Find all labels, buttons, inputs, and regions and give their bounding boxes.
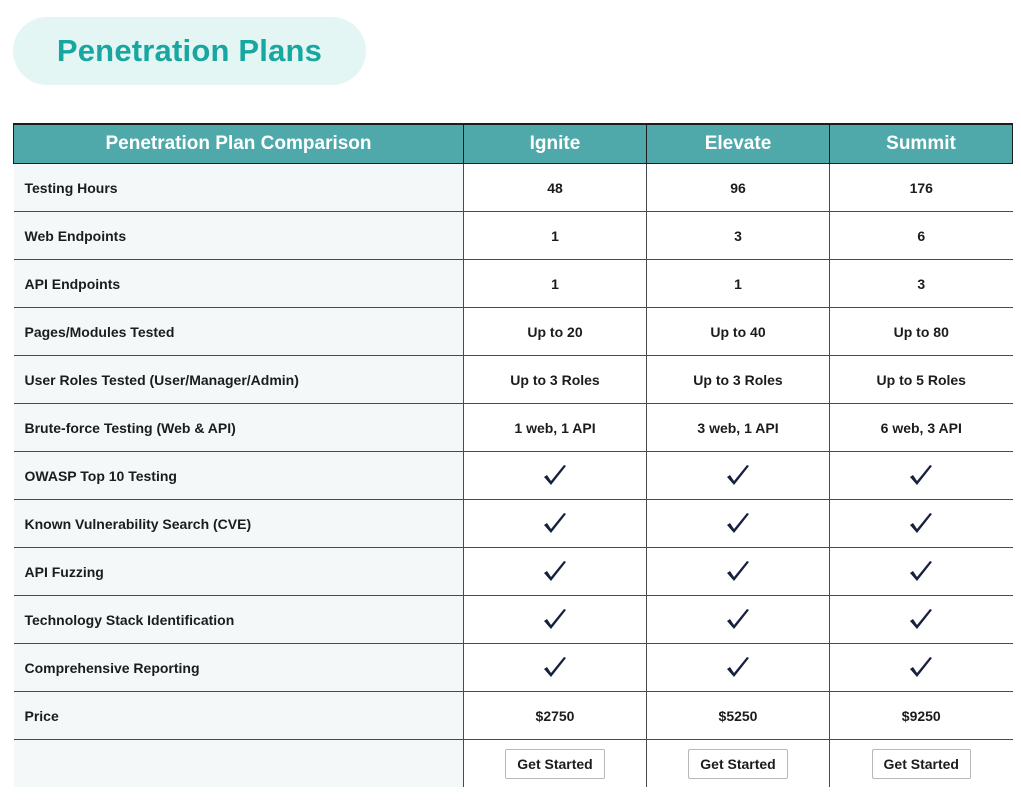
cell-summit	[830, 596, 1013, 644]
row-label: Pages/Modules Tested	[14, 308, 464, 356]
cell-ignite-value: $2750	[464, 692, 647, 740]
checkmark-icon	[907, 606, 935, 634]
cell-summit	[830, 500, 1013, 548]
checkmark-icon	[724, 462, 752, 490]
table-row	[14, 644, 1013, 692]
cta-cell-summit	[830, 740, 1013, 788]
table-row	[14, 596, 1013, 644]
cta-cell-ignite	[464, 740, 647, 788]
cell-summit	[830, 548, 1013, 596]
row-label: OWASP Top 10 Testing	[14, 452, 464, 500]
row-label: API Endpoints	[14, 260, 464, 308]
cell-elevate	[647, 644, 830, 692]
cell-ignite	[464, 548, 647, 596]
plan-comparison-table	[13, 123, 1013, 787]
cta-cell-elevate	[647, 740, 830, 788]
table-row	[14, 212, 1013, 260]
header-plan-ignite: Ignite	[464, 124, 647, 164]
cell-summit-value: 176	[830, 164, 1013, 212]
cta-row-empty-label	[14, 740, 464, 788]
cell-ignite	[464, 452, 647, 500]
cell-elevate-value: 3 web, 1 API	[647, 404, 830, 452]
table-row	[14, 548, 1013, 596]
cell-ignite-value: 48	[464, 164, 647, 212]
cell-ignite	[464, 596, 647, 644]
row-label: Known Vulnerability Search (CVE)	[14, 500, 464, 548]
checkmark-icon	[724, 654, 752, 682]
cell-ignite-value: 1	[464, 212, 647, 260]
cell-elevate-value: 3	[647, 212, 830, 260]
table-row	[14, 452, 1013, 500]
header-feature-column: Penetration Plan Comparison	[14, 124, 464, 164]
table-row	[14, 164, 1013, 212]
checkmark-icon	[907, 558, 935, 586]
cell-elevate-value: Up to 3 Roles	[647, 356, 830, 404]
checkmark-icon	[541, 654, 569, 682]
table-header-row	[14, 124, 1013, 164]
cell-elevate-value: 1	[647, 260, 830, 308]
checkmark-icon	[724, 510, 752, 538]
checkmark-icon	[541, 606, 569, 634]
row-label: Web Endpoints	[14, 212, 464, 260]
page-title-pill	[13, 17, 366, 85]
cell-elevate	[647, 596, 830, 644]
table-row	[14, 500, 1013, 548]
checkmark-icon	[907, 654, 935, 682]
checkmark-icon	[541, 510, 569, 538]
table-row	[14, 308, 1013, 356]
cell-summit	[830, 644, 1013, 692]
cell-elevate	[647, 548, 830, 596]
cell-ignite-value: 1	[464, 260, 647, 308]
header-plan-elevate: Elevate	[647, 124, 830, 164]
cell-elevate-value: $5250	[647, 692, 830, 740]
table-body	[14, 164, 1013, 788]
cell-summit-value: Up to 5 Roles	[830, 356, 1013, 404]
cell-elevate-value: 96	[647, 164, 830, 212]
cell-summit-value: 3	[830, 260, 1013, 308]
checkmark-icon	[907, 510, 935, 538]
cell-ignite-value: Up to 3 Roles	[464, 356, 647, 404]
checkmark-icon	[907, 462, 935, 490]
get-started-button-ignite[interactable]: Get Started	[505, 749, 604, 779]
cell-summit-value: Up to 80	[830, 308, 1013, 356]
row-label: Technology Stack Identification	[14, 596, 464, 644]
cell-ignite-value: Up to 20	[464, 308, 647, 356]
row-label: API Fuzzing	[14, 548, 464, 596]
checkmark-icon	[724, 558, 752, 586]
get-started-button-elevate[interactable]: Get Started	[688, 749, 787, 779]
cell-summit-value: 6	[830, 212, 1013, 260]
get-started-button-summit[interactable]: Get Started	[872, 749, 971, 779]
checkmark-icon	[541, 558, 569, 586]
header-plan-summit: Summit	[830, 124, 1013, 164]
page-title: Penetration Plans	[56, 33, 323, 68]
row-label: Brute-force Testing (Web & API)	[14, 404, 464, 452]
cell-elevate	[647, 452, 830, 500]
checkmark-icon	[724, 606, 752, 634]
row-label: User Roles Tested (User/Manager/Admin)	[14, 356, 464, 404]
checkmark-icon	[541, 462, 569, 490]
table-row	[14, 404, 1013, 452]
cell-summit-value: $9250	[830, 692, 1013, 740]
cell-ignite	[464, 500, 647, 548]
cell-ignite-value: 1 web, 1 API	[464, 404, 647, 452]
row-label: Testing Hours	[14, 164, 464, 212]
table-row	[14, 356, 1013, 404]
cell-summit	[830, 452, 1013, 500]
row-label: Price	[14, 692, 464, 740]
table-row	[14, 260, 1013, 308]
cell-elevate-value: Up to 40	[647, 308, 830, 356]
row-label: Comprehensive Reporting	[14, 644, 464, 692]
table-row	[14, 692, 1013, 740]
cell-ignite	[464, 644, 647, 692]
cta-row	[14, 740, 1013, 788]
cell-elevate	[647, 500, 830, 548]
cell-summit-value: 6 web, 3 API	[830, 404, 1013, 452]
